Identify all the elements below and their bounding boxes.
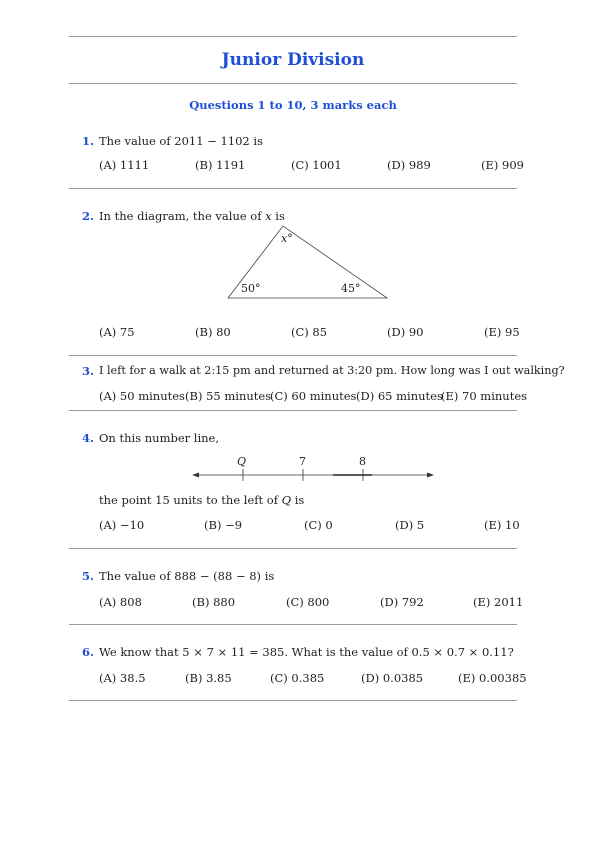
page-title: Junior Division	[221, 50, 365, 70]
bottom-rule	[69, 700, 517, 701]
angle-label-right: 45°	[341, 282, 361, 295]
option-d[interactable]: (D) 5	[395, 518, 425, 532]
question-text: On this number line,	[99, 431, 220, 445]
question-text-continued: the point 15 units to the left of Q is	[99, 493, 305, 507]
option-a[interactable]: (A) 1111	[99, 158, 150, 172]
label-7: 7	[299, 455, 306, 468]
option-a[interactable]: (A) −10	[99, 518, 145, 532]
option-e[interactable]: (E) 909	[481, 158, 524, 172]
option-d[interactable]: (D) 0.0385	[361, 671, 424, 685]
option-b[interactable]: (B) 55 minutes	[185, 389, 272, 403]
option-e[interactable]: (E) 95	[484, 325, 520, 339]
option-c[interactable]: (C) 60 minutes	[270, 389, 357, 403]
option-d[interactable]: (D) 989	[387, 158, 431, 172]
option-b[interactable]: (B) 3.85	[185, 671, 232, 685]
option-a[interactable]: (A) 38.5	[99, 671, 146, 685]
question-number: 2.	[82, 209, 95, 223]
question-text: We know that 5 × 7 × 11 = 385. What is the value of 0.5 × 0.7 × 0.11?	[99, 645, 514, 659]
angle-label-left: 50°	[241, 282, 261, 295]
question-number: 3.	[82, 364, 95, 378]
arrow-left	[192, 473, 199, 478]
option-d[interactable]: (D) 90	[387, 325, 424, 339]
question-divider	[69, 548, 517, 549]
label-8: 8	[359, 455, 366, 468]
option-e[interactable]: (E) 2011	[473, 595, 524, 609]
option-c[interactable]: (C) 0.385	[270, 671, 325, 685]
arrow-right	[427, 473, 434, 478]
option-c[interactable]: (C) 1001	[291, 158, 342, 172]
option-b[interactable]: (B) 80	[195, 325, 231, 339]
option-a[interactable]: (A) 50 minutes	[99, 389, 185, 403]
option-c[interactable]: (C) 800	[286, 595, 330, 609]
option-b[interactable]: (B) −9	[204, 518, 243, 532]
option-c[interactable]: (C) 85	[291, 325, 328, 339]
option-e[interactable]: (E) 0.00385	[458, 671, 527, 685]
option-e[interactable]: (E) 70 minutes	[441, 389, 528, 403]
option-c[interactable]: (C) 0	[304, 518, 333, 532]
option-a[interactable]: (A) 808	[99, 595, 142, 609]
question-number: 6.	[82, 645, 95, 659]
option-a[interactable]: (A) 75	[99, 325, 135, 339]
question-number: 1.	[82, 134, 95, 148]
option-b[interactable]: (B) 880	[192, 595, 236, 609]
section-subtitle: Questions 1 to 10, 3 marks each	[189, 98, 397, 112]
question-text: I left for a walk at 2:15 pm and returned at 3:20 pm. How long was I out walking?	[99, 364, 565, 377]
question-number: 5.	[82, 569, 95, 583]
question-number: 4.	[82, 431, 95, 445]
option-d[interactable]: (D) 792	[380, 595, 424, 609]
question-text: The value of 888 − (88 − 8) is	[99, 569, 275, 583]
question-text: The value of 2011 − 1102 is	[99, 134, 263, 148]
question-text: In the diagram, the value of x is	[99, 209, 285, 223]
option-e[interactable]: (E) 10	[484, 518, 520, 532]
question-divider	[69, 624, 517, 625]
angle-label-top: x°	[281, 232, 293, 245]
option-b[interactable]: (B) 1191	[195, 158, 246, 172]
option-d[interactable]: (D) 65 minutes	[356, 389, 443, 403]
label-q: Q	[237, 455, 247, 468]
